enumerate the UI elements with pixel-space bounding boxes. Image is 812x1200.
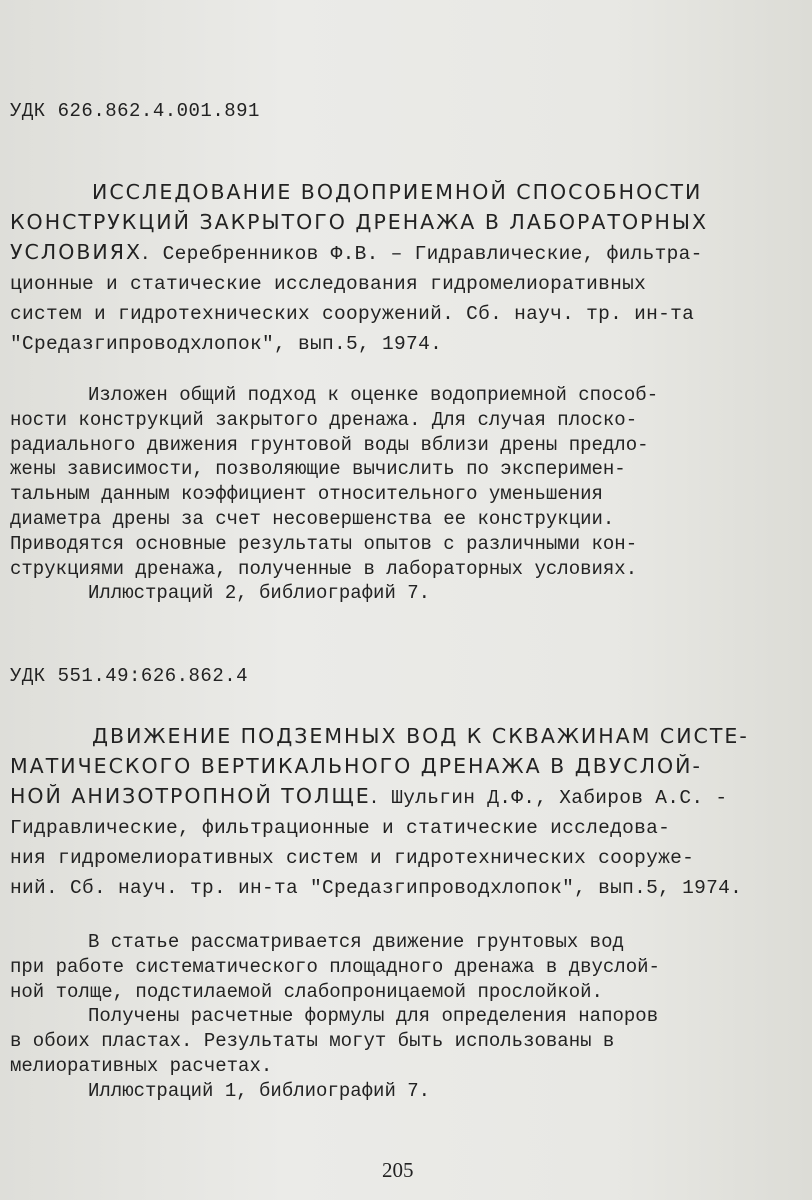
abstract (10, 383, 790, 606)
abstract-line: жены зависимости, позволяющие вычислить по эксперимен- (10, 458, 626, 481)
entry-bibliographic-record (10, 722, 788, 902)
abstract-line: тальным данным коэффициент относительного уменьшения (10, 483, 603, 506)
citation-line: ний. Сб. науч. тр. ин-та "Средазгипроводхлопок", вып.5, 1974. (10, 877, 743, 899)
page-number: 205 (382, 1158, 414, 1182)
citation-line: "Средазгипроводхлопок", вып.5, 1974. (10, 333, 443, 355)
illustrations-count: Иллюстраций 2, библиографий 7. (88, 582, 431, 605)
title-line: УСЛОВИЯХ. Серебренников Ф.В. – Гидравлические, фильтра- (10, 240, 703, 265)
title-line: ДВИЖЕНИЕ ПОДЗЕМНЫХ ВОД К СКВАЖИНАМ СИСТЕ- (92, 724, 749, 748)
title-line: МАТИЧЕСКОГО ВЕРТИКАЛЬНОГО ДРЕНАЖА В ДВУСЛОЙ- (10, 754, 702, 778)
abstract (10, 930, 790, 1104)
abstract-line: мелиоративных расчетах. (10, 1054, 273, 1077)
abstract-line: Приводятся основные результаты опытов с различными кон- (10, 532, 638, 555)
abstract-line: радиального движения грунтовой воды вблизи дрены предло- (10, 433, 649, 456)
entry-bibliographic-record (10, 178, 788, 358)
citation-line: ционные и статические исследования гидромелиоративных (10, 273, 647, 295)
abstract-line: при работе систематического площадного дренажа в двуслой- (10, 955, 660, 978)
citation-line: систем и гидротехнических сооружений. Сб. науч. тр. ин-та (10, 303, 695, 325)
citation-line: ния гидромелиоративных систем и гидротехнических сооруже- (10, 847, 695, 869)
abstract-line: в обоих пластах. Результаты могут быть использованы в (10, 1030, 615, 1053)
abstract-line: струкциями дренажа, полученные в лабораторных условиях. (10, 557, 638, 580)
udk-code: УДК 551.49:626.862.4 (10, 665, 249, 687)
abstract-line: В статье рассматривается движение грунтовых вод (88, 931, 624, 953)
abstract-line: Изложен общий подход к оценке водоприемной способ- (88, 384, 659, 406)
abstract-line: Получены расчетные формулы для определения напоров (88, 1005, 659, 1028)
abstract-line: ности конструкций закрытого дренажа. Для случая плоско- (10, 408, 638, 431)
abstract-line: диаметра дрены за счет несовершенства ее конструкции. (10, 507, 615, 530)
title-line: ИССЛЕДОВАНИЕ ВОДОПРИЕМНОЙ СПОСОБНОСТИ (92, 180, 703, 204)
citation-line: Гидравлические, фильтрационные и статические исследова- (10, 817, 671, 839)
abstract-line: ной толще, подстилаемой слабопроницаемой прослойкой. (10, 980, 603, 1003)
title-line: НОЙ АНИЗОТРОПНОЙ ТОЛЩЕ. Шульгин Д.Ф., Хабиров А.С. - (10, 784, 728, 809)
illustrations-count: Иллюстраций 1, библиографий 7. (88, 1079, 431, 1102)
title-line: КОНСТРУКЦИЙ ЗАКРЫТОГО ДРЕНАЖА В ЛАБОРАТОРНЫХ (10, 210, 708, 234)
udk-code: УДК 626.862.4.001.891 (10, 100, 260, 122)
